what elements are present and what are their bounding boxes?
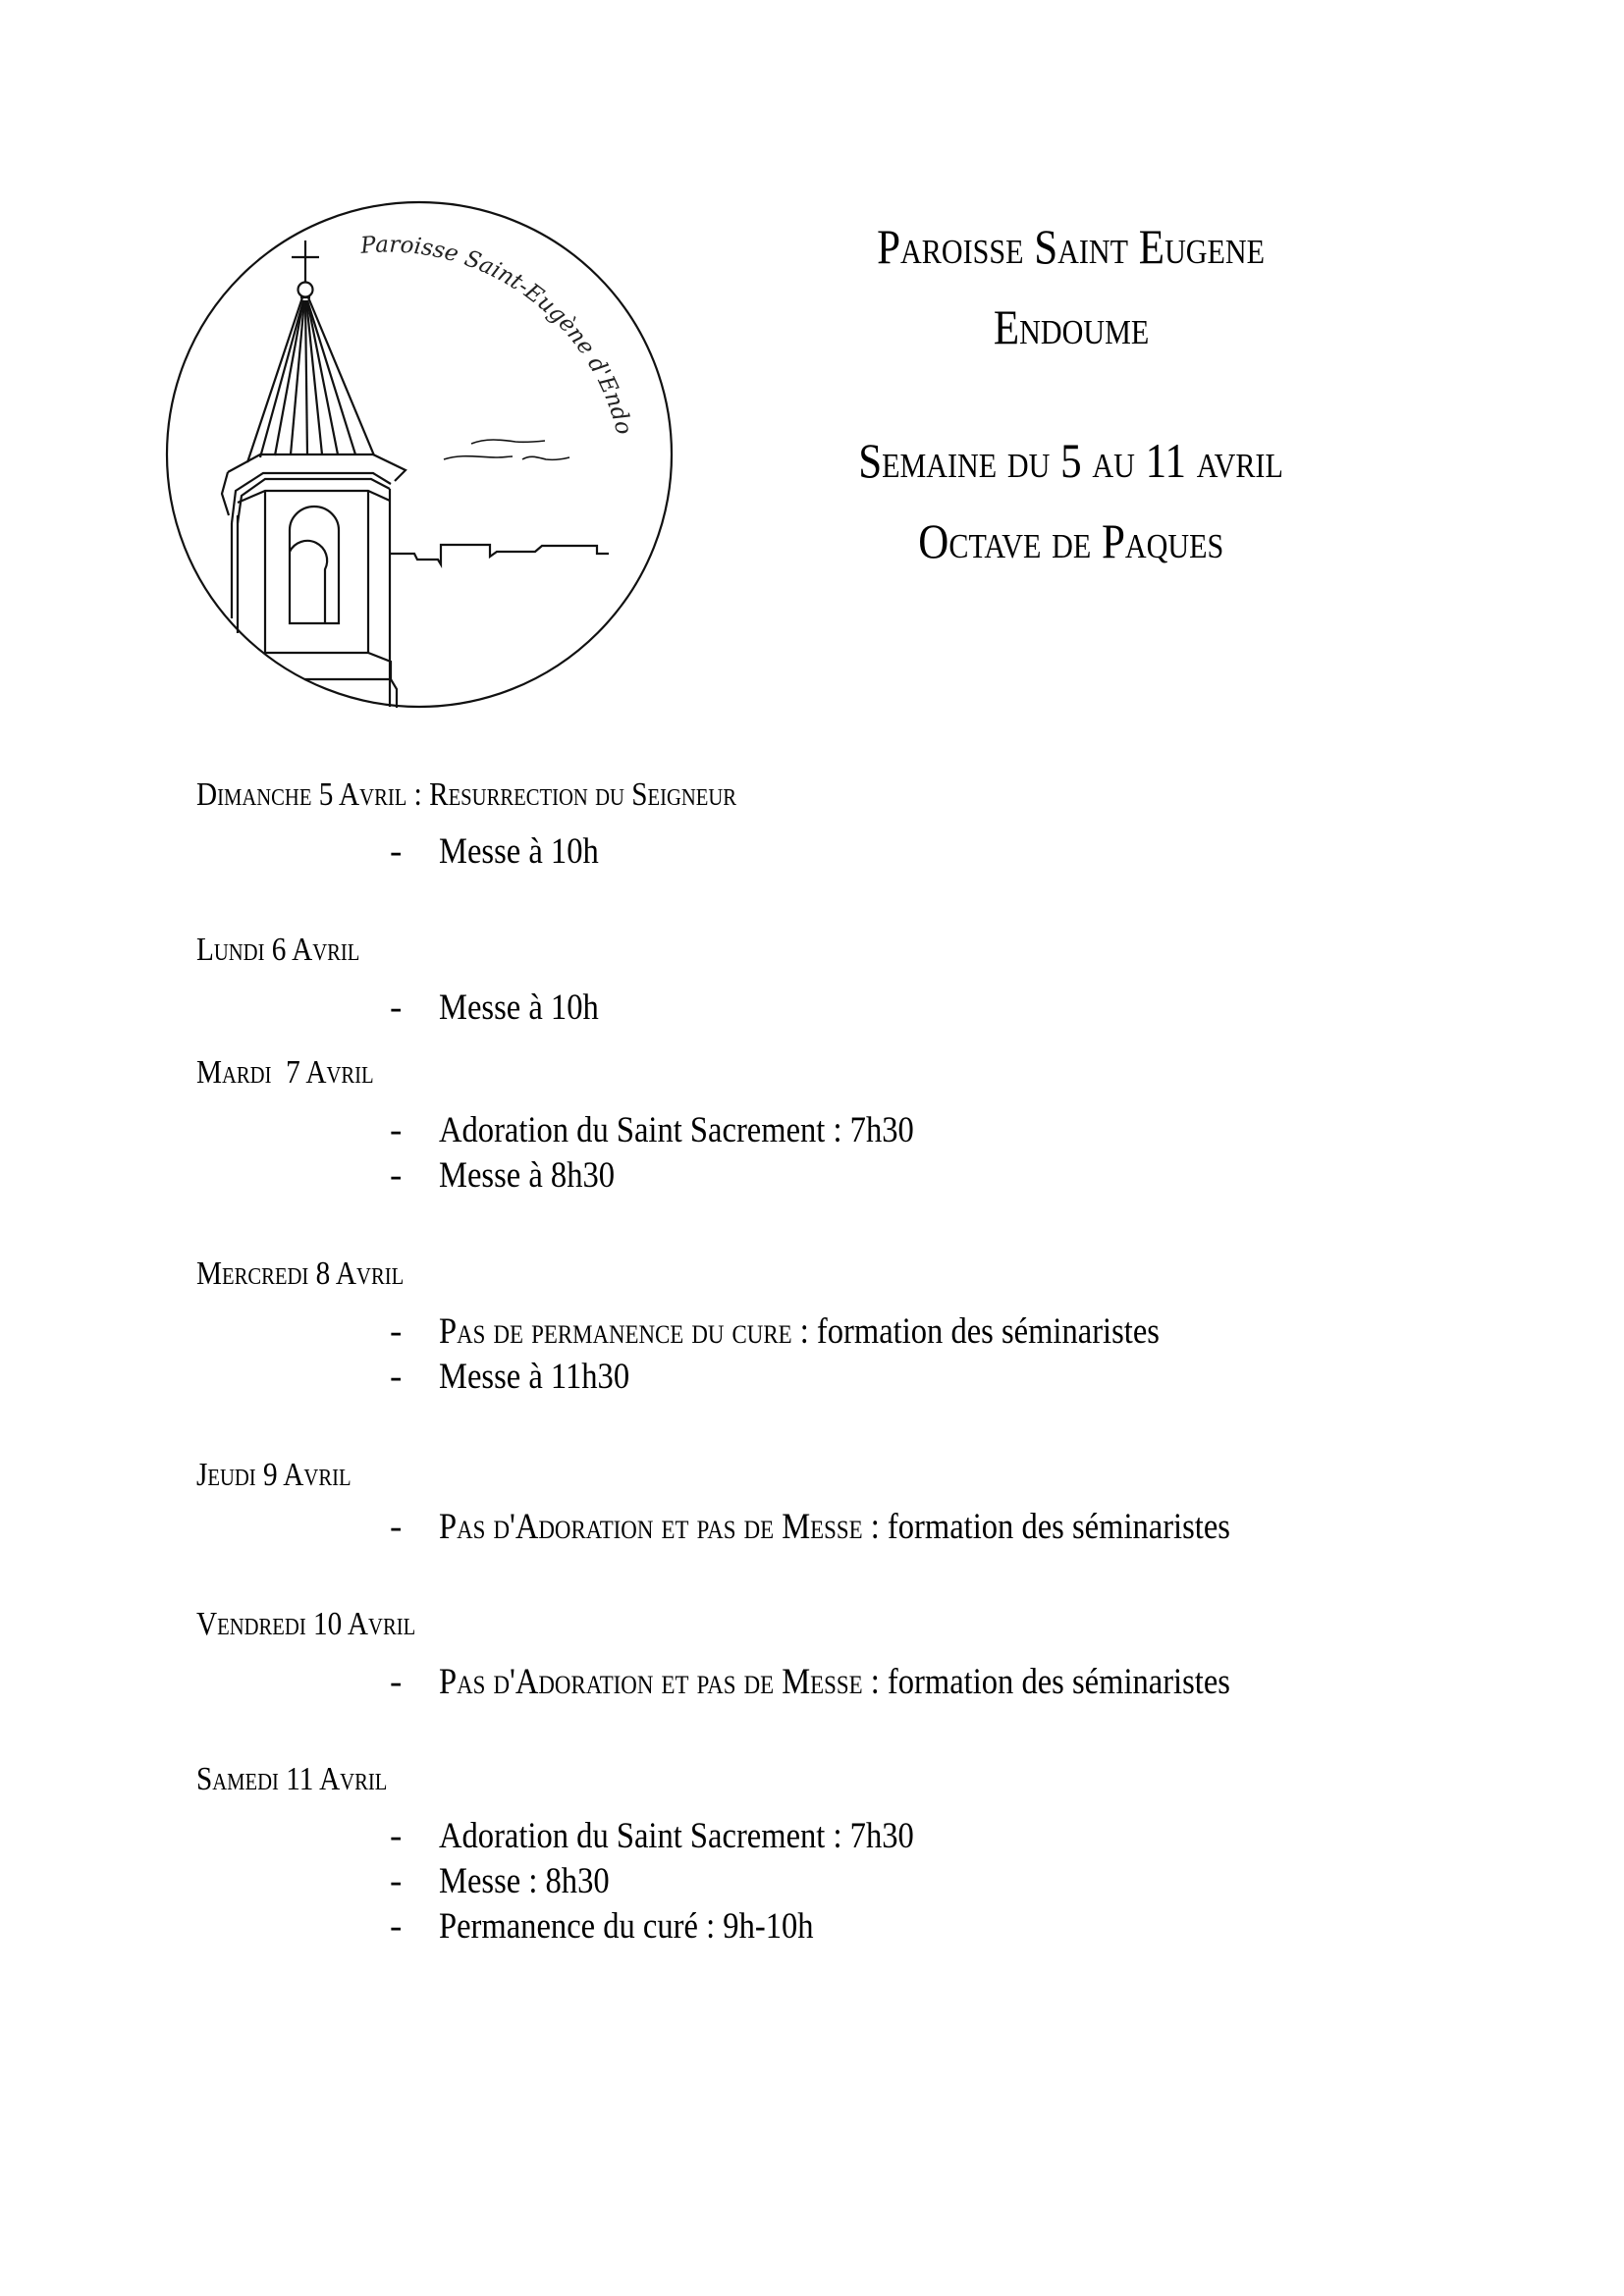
- bullet-dash: -: [390, 1906, 403, 1947]
- bullet-dash: -: [390, 1110, 403, 1150]
- item-text: Messe à 11h30: [439, 1357, 630, 1397]
- day-heading-samedi: Samedi 11 Avril: [196, 1761, 388, 1797]
- bullet-dash: -: [390, 1357, 403, 1397]
- item-text: Messe à 10h: [439, 988, 599, 1028]
- day-heading-lundi: Lundi 6 Avril: [196, 932, 360, 968]
- octave-title: Octave de Paques: [918, 513, 1224, 568]
- item-text: : formation des séminaristes: [862, 1507, 1230, 1547]
- church-steeple-icon: [157, 192, 687, 722]
- item-text: : formation des séminaristes: [862, 1662, 1230, 1702]
- day-heading-mercredi: Mercredi 8 Avril: [196, 1255, 405, 1292]
- waves: [444, 440, 569, 459]
- item-text: Messe à 10h: [439, 831, 599, 872]
- week-title-line: [746, 433, 1396, 488]
- parish-logo: [157, 192, 687, 722]
- cross-icon: [292, 240, 319, 283]
- parish-name-line: [746, 219, 1396, 274]
- item-text: Adoration du Saint Sacrement : 7h30: [439, 1110, 914, 1150]
- item-text: : formation des séminaristes: [791, 1311, 1160, 1352]
- bullet-dash: -: [390, 1507, 403, 1547]
- skyline: [390, 545, 609, 564]
- cornice: [222, 454, 406, 523]
- day-heading-jeudi: Jeudi 9 Avril: [196, 1457, 352, 1493]
- bullet-dash: -: [390, 1861, 403, 1901]
- item-lead: Pas d'Adoration et pas de Messe: [439, 1662, 863, 1702]
- logo-circle: [167, 202, 672, 707]
- bullet-dash: -: [390, 1155, 403, 1196]
- logo-script-text: Paroisse Saint-Eugène d'Endo: [359, 232, 637, 438]
- bullet-dash: -: [390, 1816, 403, 1856]
- parish-name: Paroisse Saint Eugene: [877, 219, 1266, 274]
- parish-district: Endoume: [993, 299, 1150, 354]
- bullet-dash: -: [390, 988, 403, 1028]
- bullet-dash: -: [390, 831, 403, 872]
- day-heading-dimanche: Dimanche 5 Avril : Resurrection du Seigneur: [196, 776, 737, 813]
- item-text: Messe : 8h30: [439, 1861, 610, 1901]
- item-text: Messe à 8h30: [439, 1155, 616, 1196]
- bullet-dash: -: [390, 1311, 403, 1352]
- item-text: Permanence du curé : 9h-10h: [439, 1906, 814, 1947]
- arched-window: [290, 507, 339, 623]
- spire: [247, 297, 374, 462]
- parish-district-line: [746, 299, 1396, 354]
- item-lead: Pas d'Adoration et pas de Messe: [439, 1507, 863, 1547]
- day-heading-mardi: Mardi 7 Avril: [196, 1054, 374, 1091]
- octave-title-line: [746, 513, 1396, 568]
- week-title: Semaine du 5 au 11 avril: [858, 433, 1284, 488]
- bullet-dash: -: [390, 1662, 403, 1702]
- item-lead: Pas de permanence du cure: [439, 1311, 792, 1352]
- item-text: Adoration du Saint Sacrement : 7h30: [439, 1816, 914, 1856]
- day-heading-vendredi: Vendredi 10 Avril: [196, 1606, 416, 1642]
- steeple-ball: [298, 283, 313, 297]
- tower: [232, 489, 397, 708]
